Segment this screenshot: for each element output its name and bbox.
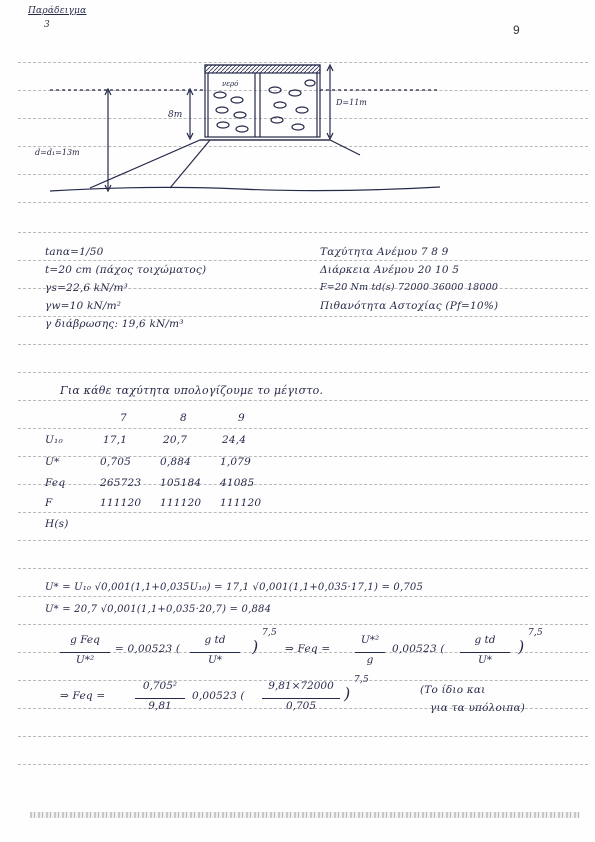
param-left-2: γs=22,6 kN/m³	[45, 282, 129, 294]
section-intro: Για κάθε ταχύτητα υπολογίζουμε το μέγιστο.	[60, 384, 324, 397]
eq3-frac-den: U*	[207, 654, 223, 666]
eq4-frac-num: 9,81×72000	[268, 680, 334, 692]
cell: 111120	[160, 497, 202, 509]
ruled-line	[18, 512, 588, 513]
eq3-arrow: ⇒ Feq =	[285, 643, 331, 655]
eq3-lhs-den: U*²	[75, 654, 95, 666]
eq3-close: )	[252, 637, 259, 656]
eq3-exp: 7,5	[262, 628, 277, 638]
table-header-3: 9	[238, 412, 245, 424]
eq3-r-frac-num: g td	[474, 634, 496, 646]
eq3-mid: = 0,00523 (	[115, 643, 181, 655]
param-left-1: t=20 cm (πάχος τοιχώματος)	[45, 264, 207, 276]
row-label-f: F	[45, 497, 53, 509]
ruled-line	[18, 372, 588, 373]
param-right-1: Διάρκεια Ανέμου 20 10 5	[320, 264, 460, 276]
table-header-1: 7	[120, 412, 127, 424]
row-label-u10: U₁₀	[45, 434, 63, 446]
eq4-den: 9,81	[148, 700, 172, 712]
equation-2: U* = 20,7 √0,001(1,1+0,035·20,7) = 0,884	[45, 604, 272, 615]
ruled-line	[18, 400, 588, 401]
param-right-0: Ταχύτητα Ανέμου 7 8 9	[320, 246, 449, 258]
cell: 0,884	[160, 456, 192, 468]
eq4-num: 0,705²	[142, 680, 178, 692]
ruled-line	[18, 540, 588, 541]
cell: 20,7	[163, 434, 188, 446]
fraction-bar	[60, 652, 110, 653]
ruled-line	[18, 596, 588, 597]
eq4-mid: 0,00523 (	[192, 690, 245, 702]
param-left-4: γ διάβρωσης: 19,6 kN/m³	[45, 318, 184, 330]
cell: 0,705	[100, 456, 132, 468]
eq3-r-close: )	[518, 637, 525, 656]
ruled-line	[18, 344, 588, 345]
depth-D-label: D=11m	[336, 98, 367, 107]
cell: 111120	[100, 497, 142, 509]
eq3-frac-num: g td	[204, 634, 226, 646]
eq3-r-num: U*²	[360, 634, 380, 646]
table-header-2: 8	[180, 412, 187, 424]
cell: 17,1	[103, 434, 128, 446]
cell: 265723	[100, 477, 142, 489]
ruled-line	[18, 568, 588, 569]
eq4-frac-den: 0,705	[285, 700, 317, 712]
example-number: 3	[44, 20, 50, 30]
row-label-feq: Feq	[45, 477, 66, 489]
ruled-line	[18, 764, 588, 765]
cell: 41085	[220, 477, 255, 489]
eq4-note-1: (Το ίδιο και	[420, 684, 486, 696]
ruled-line	[18, 260, 588, 261]
fraction-bar	[190, 652, 240, 653]
wave-label: νερό	[222, 80, 239, 88]
eq4-note-2: για τα υπόλοιπα)	[430, 702, 526, 714]
eq3-r-exp: 7,5	[528, 628, 543, 638]
fraction-bar	[355, 652, 385, 653]
param-right-2: F=20 Nm td(s) 72000 36000 18000	[320, 282, 499, 293]
ruled-line	[18, 316, 588, 317]
eq4-close: )	[344, 684, 351, 703]
fraction-bar	[262, 698, 340, 699]
cell: 1,079	[220, 456, 252, 468]
eq3-r-frac-den: U*	[477, 654, 493, 666]
cell: 111120	[220, 497, 262, 509]
fraction-bar	[460, 652, 510, 653]
row-label-ustar: U*	[45, 456, 60, 468]
eq4-exp: 7,5	[354, 675, 369, 685]
ruled-line	[18, 624, 588, 625]
fraction-bar	[135, 698, 185, 699]
eq3-r-mid: 0,00523 (	[392, 643, 445, 655]
row-label-hs: H(s)	[45, 518, 69, 530]
depth-d-label: d=d₁=13m	[35, 148, 80, 157]
caisson-sketch	[30, 55, 450, 215]
height-label: 8m	[168, 110, 183, 120]
ruled-line	[18, 428, 588, 429]
param-left-0: tanα=1/50	[45, 246, 104, 258]
param-left-3: γw=10 kN/m²	[45, 300, 122, 312]
equation-1: U* = U₁₀ √0,001(1,1+0,035U₁₀) = 17,1 √0,001(1,1+0,035·17,1) = 0,705	[45, 582, 424, 593]
scan-edge	[30, 812, 580, 818]
cell: 105184	[160, 477, 202, 489]
eq3-lhs-num: g Feq	[70, 634, 100, 646]
eq3-r-den: g	[366, 654, 374, 666]
example-label: Παράδειγμα	[28, 6, 87, 16]
page-number: 9	[513, 23, 520, 37]
param-right-3: Πιθανότητα Αστοχίας (Pf=10%)	[320, 300, 499, 312]
ruled-line	[18, 736, 588, 737]
eq4-arrow: ⇒ Feq =	[60, 690, 106, 702]
cell: 24,4	[222, 434, 247, 446]
ruled-line	[18, 232, 588, 233]
